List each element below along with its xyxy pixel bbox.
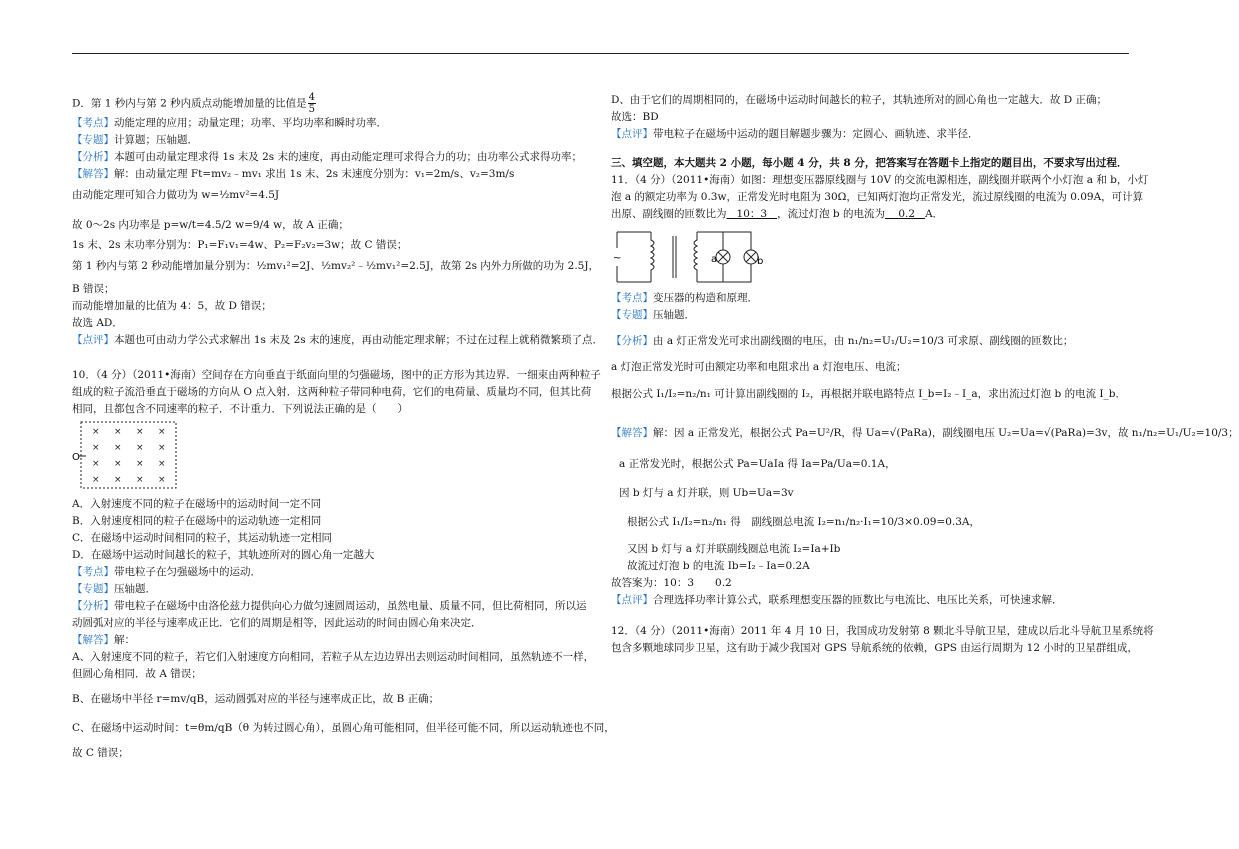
solution-b: B、在磁场中半径 r=mv/qB，运动圆弧对应的半径与速率成正比，故 B 正确； — [72, 693, 440, 705]
field-cross-icon: × — [158, 459, 166, 469]
field-cross-icon: × — [92, 443, 100, 453]
fenxi-tag: 【分析】 — [72, 600, 114, 612]
zhuanti-text: 压轴题． — [653, 309, 695, 321]
field-cross-icon: × — [136, 475, 144, 485]
field-cross-icon: × — [92, 459, 100, 469]
work-line: 由动能定理可知合力做功为 w=½mv²=4.5J — [72, 189, 280, 201]
dianping-text: 带电粒子在磁场中运动的题目解题步骤为：定圆心、画轨迹、求半径． — [653, 128, 979, 140]
field-cross-icon: × — [92, 475, 100, 485]
fenxi-text: 由 a 灯正常发光可求出副线圈的电压，由 n₁/n₂=U₁/U₂=10/3 可求原、副线圈的匝数比； — [653, 335, 1074, 347]
section-heading: 三、填空题，本大题共 2 小题，每小题 4 分，共 8 分，把答案写在答题卡上指定的题目出，不要求写出过程． — [611, 157, 1128, 169]
left-column — [72, 92, 615, 762]
kinetic-energy-line: 第 1 秒内与第 2 秒动能增加量分别为：½mv₁²=2J、½mv₂²﹣½mv₁²=2.5J，故第 2s 内外力所做的功为 2.5J， — [72, 260, 600, 272]
zhuanti-text: 计算题；压轴题． — [114, 134, 198, 146]
choose-line: 故选 AD． — [72, 317, 123, 329]
field-cross-icon: × — [136, 427, 144, 437]
answer-current: 0.2 — [898, 208, 916, 220]
fenxi-text: 带电粒子在磁场中由洛伦兹力提供向心力做匀速圆周运动，虽然电量、质量不同，但比荷相同，所以运 — [114, 600, 587, 612]
option-b: B．入射速度相同的粒子在磁场中的运动轨迹一定相同 — [72, 515, 322, 527]
ratio-line: 而动能增加量的比值为 4：5，故 D 错误； — [72, 300, 272, 312]
zhuanti-tag: 【专题】 — [72, 134, 114, 146]
field-cross-icon: × — [114, 475, 122, 485]
solution-line2: a 正常发光时，根据公式 Pa=UaIa 得 Ia=Pa/Ua=0.1A， — [619, 458, 896, 470]
kaodian-text: 动能定理的应用；动量定理；功率、平均功率和瞬时功率． — [114, 117, 387, 129]
jieda-text: 解：因 a 正常发光，根据公式 Pa=U²/R，得 Ua=√(PaRa)，副线圈电压 U₂=Ua=√(PaRa)=3v，故 n₁/n₂=U₁/U₂=10/3； — [653, 427, 1239, 439]
dianping-tag: 【点评】 — [72, 334, 114, 346]
field-cross-icon: × — [136, 459, 144, 469]
choose-line: 故选：BD — [611, 111, 659, 123]
q11-line3: 出原、副线圈的匝数比为 10：3 ，流过灯泡 b 的电流为 0.2 A． — [611, 208, 944, 220]
solution-line4: 根据公式 I₁/I₂=n₂/n₁ 得 副线圈总电流 I₂=n₁/n₂·I₁=10/3×0.09=0.3A， — [627, 516, 981, 528]
jieda-tag: 【解答】 — [72, 634, 114, 646]
field-cross-icon: × — [114, 459, 122, 469]
option-d: D．在磁场中运动时间越长的粒子，其轨迹所对的圆心角一定越大 — [72, 549, 375, 561]
lamp-a-label: a — [711, 254, 718, 265]
answer-line: 故答案为：10：3 0.2 — [611, 577, 732, 589]
point-o-label: O — [72, 452, 80, 463]
zhuanti-tag: 【专题】 — [72, 583, 114, 595]
zhuanti-tag: 【专题】 — [611, 309, 653, 321]
jieda-tag: 【解答】 — [611, 427, 653, 439]
field-cross-icon: × — [114, 427, 122, 437]
jieda-text: 解：由动量定理 Ft=mv₂﹣mv₁ 求出 1s 末、2s 末速度分别为：v₁=2m/s、v₂=3m/s — [114, 168, 515, 180]
b-wrong: B 错误； — [72, 283, 115, 295]
fenxi-tag: 【分析】 — [72, 151, 114, 163]
solution-c-line2: 故 C 错误； — [72, 747, 129, 759]
solution-line6: 故流过灯泡 b 的电流 Ib=I₂﹣Ia=0.2A — [627, 560, 810, 572]
solution-line3: 因 b 灯与 a 灯并联，则 Ub=Ua=3v — [619, 487, 794, 499]
dianping-tag: 【点评】 — [611, 594, 653, 606]
field-cross-icon: × — [114, 443, 122, 453]
fraction: $\frac{4}{5}$ — [308, 92, 316, 115]
q10-line3: 相同，且都包含不同速率的粒子．不计重力．下列说法正确的是（ ） — [72, 403, 408, 415]
jieda-tag: 【解答】 — [72, 168, 114, 180]
field-cross-icon: × — [158, 475, 166, 485]
dianping-text: 合理选择功率计算公式，联系理想变压器的匝数比与电流比、电压比关系，可快速求解． — [653, 594, 1063, 606]
ac-source-icon: ~ — [613, 253, 622, 264]
primary-coil — [651, 232, 654, 282]
q12-line2: 包含多颗地球同步卫星，这有助于减少我国对 GPS 导航系统的依赖，GPS 由运行周期为 12 小时的卫星群组成， — [611, 642, 1138, 654]
q11-line2: 泡 a 的额定功率为 0.3w，正常发光时电阻为 30Ω，已知两灯泡均正常发光，流过原线圈的电流为 0.09A，可计算 — [611, 191, 1144, 203]
dianping-tag: 【点评】 — [611, 128, 653, 140]
option-a: A．入射速度不同的粒子在磁场中的运动时间一定不同 — [72, 498, 322, 510]
transformer-circuit-figure — [611, 226, 764, 288]
fenxi-line2: 动圆弧对应的半径与速率成正比．它们的周期是相等，因此运动的时间由圆心角来决定． — [72, 617, 482, 629]
answer-ratio: 10：3 — [736, 208, 768, 220]
field-cross-icon: × — [92, 427, 100, 437]
fenxi-text: 本题可由动量定理求得 1s 末及 2s 末的速度，再由动能定理可求得合力的功；由功率公式求得功率； — [114, 151, 582, 163]
solution-c: C、在磁场中运动时间：t=θm/qB（θ 为转过圆心角），虽圆心角可能相同，但半径可能不同，所以运动轨迹也不同， — [72, 722, 615, 734]
fenxi-tag: 【分析】 — [611, 335, 653, 347]
q10-line2: 组成的粒子流沿垂直于磁场的方向从 O 点入射．这两种粒子带同种电荷，它们的电荷量、质量均不同，但其比荷 — [72, 386, 592, 398]
jieda-text: 解： — [114, 634, 135, 646]
option-c: C．在磁场中运动时间相同的粒子，其运动轨迹一定相同 — [72, 532, 333, 544]
kaodian-tag: 【考点】 — [72, 117, 114, 129]
solution-a-line2: 但圆心角相同．故 A 错误； — [72, 668, 202, 680]
solution-a-line1: A、入射速度不同的粒子，若它们入射速度方向相同，若粒子从左边边界出去则运动时间相同，虽然轨迹不一样， — [72, 651, 595, 663]
power-line: 故 0～2s 内功率是 p=w/t=4.5/2 w=9/4 w，故 A 正确； — [72, 219, 349, 231]
option-d-line: D．第 1 秒内与第 2 秒内质点动能增加量的比值是 $\frac{4}{5}$ — [72, 92, 316, 115]
field-cross-icon: × — [136, 443, 144, 453]
magnetic-field-figure — [72, 420, 182, 492]
dianping-text: 本题也可由动力学公式求解出 1s 末及 2s 末的速度，再由动能定理求解；不过在过程上就稍微繁琐了点． — [114, 334, 603, 346]
solution-line5: 又因 b 灯与 a 灯并联副线圈总电流 I₂=Ia+Ib — [627, 543, 841, 555]
field-cross-icon: × — [158, 427, 166, 437]
zhuanti-text: 压轴题． — [114, 583, 156, 595]
kaodian-tag: 【考点】 — [611, 292, 653, 304]
primary-wires — [617, 232, 651, 282]
field-cross-icon: × — [158, 443, 166, 453]
right-column — [611, 92, 1239, 657]
lamp-b-label: b — [757, 256, 764, 267]
header-rule — [72, 53, 1129, 54]
kaodian-text: 变压器的构造和原理． — [653, 292, 758, 304]
q10-line1: 10．（4 分）（2011•海南）空间存在方向垂直于纸面向里的匀强磁场，图中的正方形为其边界．一细束由两种粒子 — [72, 369, 601, 381]
q12-line1: 12．（4 分）（2011•海南）2011 年 4 月 10 日，我国成功发射第 8 颗北斗导航卫星，建成以后北斗导航卫星系统将 — [611, 625, 1154, 637]
secondary-coil — [694, 232, 697, 282]
kaodian-tag: 【考点】 — [72, 566, 114, 578]
instant-power-line: 1s 末、2s 末功率分别为：P₁=F₁v₁=4w、P₂=F₂v₂=3w；故 C 错误； — [72, 239, 408, 251]
fenxi-line3: 根据公式 I₁/I₂=n₂/n₁ 可计算出副线圈的 I₂，再根据并联电路特点 I_b=I₂﹣I_a，求出流过灯泡 b 的电流 I_b． — [611, 388, 1127, 400]
d-correct-line: D、由于它们的周期相同的，在磁场中运动时间越长的粒子，其轨迹所对的圆心角也一定越大．故 D 正确； — [611, 94, 1108, 106]
kaodian-text: 带电粒子在匀强磁场中的运动． — [114, 566, 261, 578]
fenxi-line2: a 灯泡正常发光时可由额定功率和电阻求出 a 灯泡电压、电流； — [611, 361, 907, 373]
q11-line1: 11．（4 分）（2011•海南）如图：理想变压器原线圈与 10V 的交流电源相连，副线圈并联两个小灯泡 a 和 b，小灯 — [611, 174, 1149, 186]
